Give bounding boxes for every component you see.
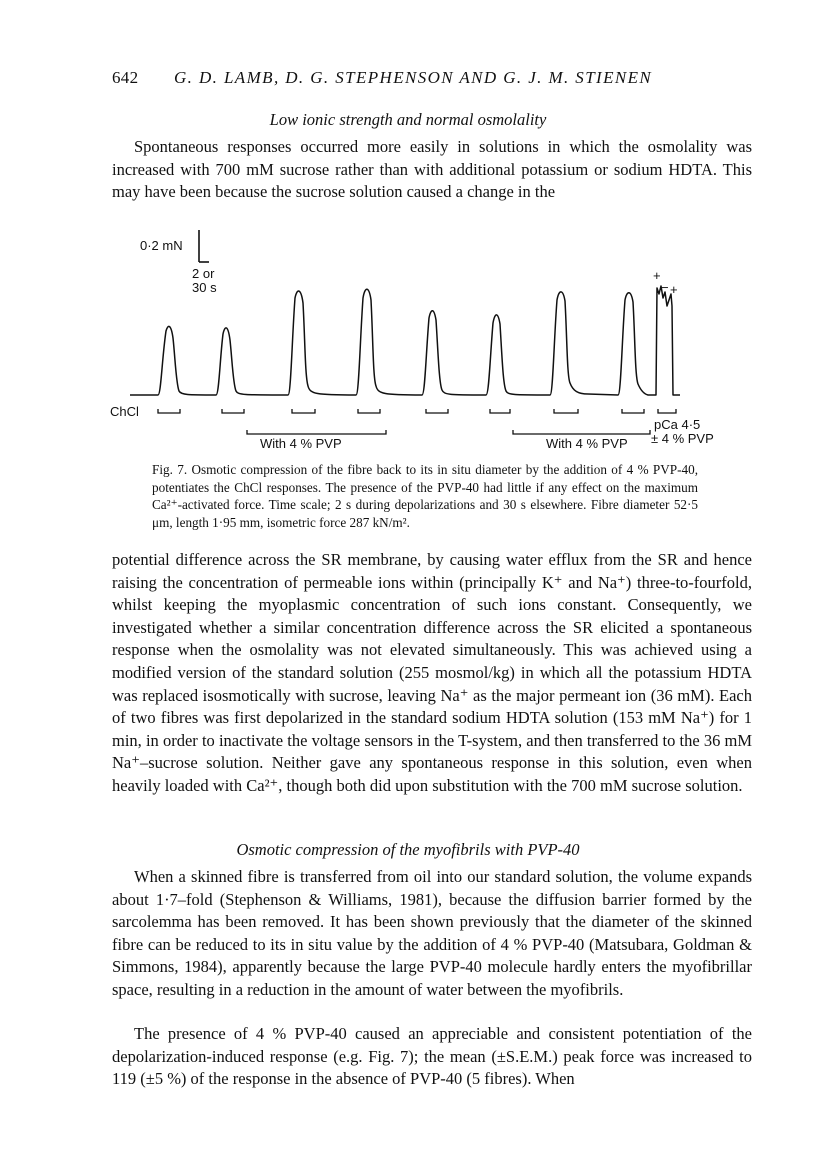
plus-marker-2: + bbox=[670, 282, 678, 297]
time-scale-label-line-1: 2 or bbox=[192, 266, 215, 281]
plus-marker-1: + bbox=[653, 268, 661, 283]
pm-pvp-label: ± 4 % PVP bbox=[651, 431, 714, 446]
page-number: 642 bbox=[112, 68, 139, 87]
paragraph-potential-difference: potential difference across the SR membrane, by causing water efflux from the SR and hence raising the concentration of permeable ions within (principally K⁺ and Na⁺) three-to-fourfold, whilst keeping the myoplasmic concentration of such ions constant. Consequently, we investigated whether a similar concentration difference across the SR elicited a spontaneous response when the osmolality was not elevated simultaneously. This was achieved using a modified version of the standard solution (255 mosmol/kg) in which all the potassium HDTA was replaced isosmotically with sucrose, leaving Na⁺ as the major permeant ion (36 mM). Each of two fibres was first depolarized in the standard sodium HDTA solution (153 mM Na⁺) for 1 min, in order to inactivate the voltage sensors in the T-system, and then transferred to the 36 mM Na⁺–sucrose solution. Neither gave any spontaneous response in this solution, even when heavily loaded with Ca²⁺, though both did upon substitution with the 700 mM sucrose solution. bbox=[112, 550, 752, 795]
paragraph-pvp-potentiation: The presence of 4 % PVP-40 caused an appreciable and consistent potentiation of the depolarization-induced response (e.g. Fig. 7); the mean (±S.E.M.) peak force was increased to 119 (±5 %) of the response in the absence of PVP-40 (5 fibres). When bbox=[112, 1024, 752, 1089]
running-head-authors: G. D. LAMB, D. G. STEPHENSON AND G. J. M. STIENEN bbox=[174, 68, 653, 87]
pca-label: pCa 4·5 bbox=[654, 417, 701, 432]
page-header bbox=[112, 68, 752, 92]
pvp-label-1: With 4 % PVP bbox=[260, 436, 342, 451]
section-title-osmotic-compression: Osmotic compression of the myofibrils with PVP-40 bbox=[236, 840, 580, 859]
figure-7-force-trace bbox=[110, 228, 750, 453]
force-trace bbox=[130, 286, 680, 395]
minus-marker: − bbox=[661, 280, 669, 295]
section-title-low-ionic-strength: Low ionic strength and normal osmolality bbox=[269, 110, 547, 129]
pvp-bar-2 bbox=[513, 430, 650, 434]
figure-7-caption: Fig. 7. Osmotic compression of the fibre back to its in situ diameter by the addition of 4 % PVP-40, potentiates the ChCl responses. The presence of the PVP-40 had little if any effect on the maximum Ca²⁺-activated force. Time scale; 2 s during depolarizations and 30 s elsewhere. Fibre diameter 52·5 μm, length 1·95 mm, isometric force 287 kN/m². bbox=[152, 462, 698, 530]
pvp-bar-1 bbox=[247, 430, 386, 434]
chcl-application-bars bbox=[158, 409, 676, 413]
force-scale-label: 0·2 mN bbox=[140, 238, 183, 253]
pvp-label-2: With 4 % PVP bbox=[546, 436, 628, 451]
paragraph-spontaneous-responses: Spontaneous responses occurred more easily in solutions in which the osmolality was increased with 700 mM sucrose rather than with additional potassium or sodium HDTA. This may have been because the sucrose solution caused a change in the bbox=[112, 137, 752, 202]
time-scale-label-line-2: 30 s bbox=[192, 280, 217, 295]
paragraph-skinned-fibre: When a skinned fibre is transferred from oil into our standard solution, the volume expands about 1·7–fold (Stephenson & Williams, 1981), because the diffusion barrier formed by the sarcolemma has been removed. It has been shown previously that the diameter of the skinned fibre can be reduced to its in situ value by the addition of 4 % PVP-40 (Matsubara, Goldman & Simmons, 1984), apparently because the large PVP-40 molecule hardly enters the myofibrillar space, resulting in a reduction in the amount of water between the myofibrils. bbox=[112, 867, 752, 999]
chcl-label: ChCl bbox=[110, 404, 139, 419]
